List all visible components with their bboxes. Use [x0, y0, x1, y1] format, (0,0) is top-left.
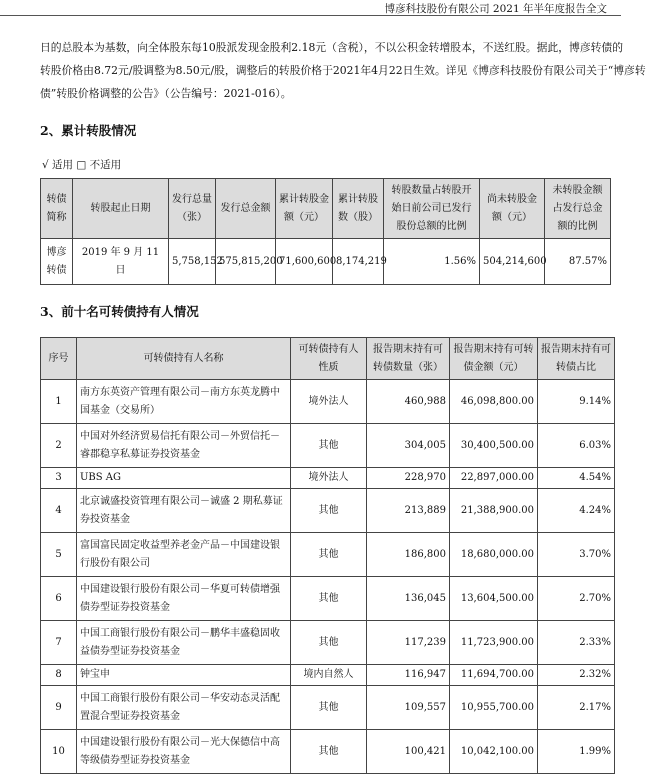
cell-holder-type: 其他 — [291, 489, 367, 533]
section-3-title: 3、前十名可转债持有人情况 — [40, 304, 199, 319]
table-row — [41, 577, 615, 621]
cell-holding-ratio: 2.32% — [538, 665, 615, 686]
cell-holding-amount: 10,955,700.00 — [450, 686, 538, 730]
cell-holding-qty: 117,239 — [367, 621, 450, 665]
col-unconverted-amount: 尚未转股金额（元） — [480, 179, 545, 239]
cell-rank: 2 — [41, 424, 77, 468]
cell-holding-amount: 13,604,500.00 — [450, 577, 538, 621]
cell-holding-ratio: 3.70% — [538, 533, 615, 577]
col-converted-shares: 累计转股数（股） — [333, 179, 384, 239]
cell-unconverted-amount: 504,214,600 — [480, 239, 545, 285]
cell-rank: 5 — [41, 533, 77, 577]
table-row — [41, 686, 615, 730]
cell-holding-ratio: 6.03% — [538, 424, 615, 468]
col-converted-amount: 累计转股金额（元） — [276, 179, 333, 239]
cell-rank: 7 — [41, 621, 77, 665]
cell-holding-ratio: 4.54% — [538, 468, 615, 489]
cell-holder-name: 富国富民固定收益型养老金产品－中国建设银行股份有限公司 — [77, 533, 291, 577]
cell-holder-type: 境外法人 — [291, 380, 367, 424]
cell-holding-ratio: 9.14% — [538, 380, 615, 424]
cell-rank: 8 — [41, 665, 77, 686]
table-row — [41, 730, 615, 774]
intro-line-2: 转股价格由8.72元/股调整为8.50元/股，调整后的转股价格于2021年4月22日生效。详见《博彦科技股份有限公司关于“博彦转 — [40, 64, 646, 77]
cell-holding-ratio: 2.17% — [538, 686, 615, 730]
conversion-header-row — [41, 179, 611, 239]
col-holding-ratio: 报告期末持有可转债占比 — [538, 338, 615, 380]
cell-holder-type: 其他 — [291, 621, 367, 665]
cell-rank: 9 — [41, 686, 77, 730]
page-header — [0, 0, 621, 16]
cell-holding-ratio: 1.99% — [538, 730, 615, 774]
col-issue-amount: 发行总金额 — [216, 179, 276, 239]
cell-holding-amount: 18,680,000.00 — [450, 533, 538, 577]
cell-holding-qty: 186,800 — [367, 533, 450, 577]
col-bond-name: 转债简称 — [41, 179, 73, 239]
cell-holder-type: 其他 — [291, 533, 367, 577]
cell-holding-qty: 213,889 — [367, 489, 450, 533]
col-holding-amount: 报告期末持有可转债金额（元） — [450, 338, 538, 380]
cell-rank: 6 — [41, 577, 77, 621]
cell-holder-type: 其他 — [291, 424, 367, 468]
applicable-selector: √ 适用 □ 不适用 — [42, 159, 122, 171]
table-row — [41, 424, 615, 468]
cell-holding-qty: 228,970 — [367, 468, 450, 489]
cell-rank: 1 — [41, 380, 77, 424]
table-row — [41, 468, 615, 489]
col-period: 转股起止日期 — [73, 179, 169, 239]
cell-unconverted-ratio: 87.57% — [545, 239, 611, 285]
col-converted-ratio: 转股数量占转股开始日前公司已发行股份总额的比例 — [384, 179, 480, 239]
holders-table — [40, 337, 615, 774]
table-row — [41, 489, 615, 533]
conversion-data-row — [41, 239, 611, 285]
cell-rank: 3 — [41, 468, 77, 489]
cell-holder-name: 中国建设银行股份有限公司－华夏可转债增强债券型证券投资基金 — [77, 577, 291, 621]
section-2-title: 2、累计转股情况 — [40, 123, 137, 138]
table-row — [41, 621, 615, 665]
intro-line-3: 债”转股价格调整的公告》（公告编号：2021-016）。 — [40, 87, 292, 100]
cell-holding-amount: 11,723,900.00 — [450, 621, 538, 665]
col-holder-type: 可转债持有人性质 — [291, 338, 367, 380]
table-row — [41, 380, 615, 424]
cell-converted-shares: 8,174,219 — [333, 239, 384, 285]
cell-rank: 4 — [41, 489, 77, 533]
cell-holding-qty: 100,421 — [367, 730, 450, 774]
cell-holding-ratio: 4.24% — [538, 489, 615, 533]
cell-bond-name: 博彦转债 — [41, 239, 73, 285]
cell-holding-ratio: 2.70% — [538, 577, 615, 621]
cell-holder-type: 其他 — [291, 577, 367, 621]
cell-holder-name: 南方东英资产管理有限公司－南方东英龙腾中国基金（交易所） — [77, 380, 291, 424]
cell-holding-amount: 30,400,500.00 — [450, 424, 538, 468]
cell-holder-name: 中国工商银行股份有限公司－鹏华丰盛稳固收益债券型证券投资基金 — [77, 621, 291, 665]
cell-converted-ratio: 1.56% — [384, 239, 480, 285]
cell-holding-amount: 10,042,100.00 — [450, 730, 538, 774]
table-row — [41, 533, 615, 577]
cell-rank: 10 — [41, 730, 77, 774]
col-issue-qty: 发行总量（张） — [169, 179, 216, 239]
cell-period: 2019 年 9 月 11 日 — [73, 239, 169, 285]
cell-converted-amount: 71,600,600 — [276, 239, 333, 285]
cell-holding-amount: 22,897,000.00 — [450, 468, 538, 489]
cell-holding-amount: 46,098,800.00 — [450, 380, 538, 424]
conversion-table — [40, 178, 611, 285]
cell-holding-amount: 11,694,700.00 — [450, 665, 538, 686]
header-title: 博彦科技股份有限公司 2021 年半年度报告全文 — [384, 3, 607, 15]
table-row — [41, 665, 615, 686]
cell-issue-amount: 575,815,200 — [216, 239, 276, 285]
cell-holder-name: 北京诚盛投资管理有限公司－诚盛 2 期私募证券投资基金 — [77, 489, 291, 533]
cell-holding-qty: 116,947 — [367, 665, 450, 686]
cell-holding-qty: 460,988 — [367, 380, 450, 424]
cell-holding-ratio: 2.33% — [538, 621, 615, 665]
holders-header-row — [41, 338, 615, 380]
col-holder-name: 可转债持有人名称 — [77, 338, 291, 380]
col-rank: 序号 — [41, 338, 77, 380]
cell-holder-type: 境内自然人 — [291, 665, 367, 686]
cell-holder-name: 钟宝申 — [77, 665, 291, 686]
cell-holder-name: 中国建设银行股份有限公司－光大保德信中高等级债券型证券投资基金 — [77, 730, 291, 774]
cell-holder-type: 境外法人 — [291, 468, 367, 489]
cell-holder-type: 其他 — [291, 730, 367, 774]
col-holding-qty: 报告期末持有可转债数量（张） — [367, 338, 450, 380]
col-unconverted-ratio: 未转股金额占发行总金额的比例 — [545, 179, 611, 239]
cell-holder-name: 中国工商银行股份有限公司－华安动态灵活配置混合型证券投资基金 — [77, 686, 291, 730]
cell-holding-qty: 304,005 — [367, 424, 450, 468]
cell-holder-name: UBS AG — [77, 468, 291, 489]
cell-holder-name: 中国对外经济贸易信托有限公司－外贸信托－睿郡稳享私募证券投资基金 — [77, 424, 291, 468]
cell-holding-qty: 136,045 — [367, 577, 450, 621]
intro-line-1: 日的总股本为基数，向全体股东每10股派发现金股利2.18元（含税），不以公积金转增股本，不送红股。据此，博彦转债的 — [40, 41, 624, 54]
cell-holder-type: 其他 — [291, 686, 367, 730]
cell-issue-qty: 5,758,152 — [169, 239, 216, 285]
cell-holding-qty: 109,557 — [367, 686, 450, 730]
cell-holding-amount: 21,388,900.00 — [450, 489, 538, 533]
